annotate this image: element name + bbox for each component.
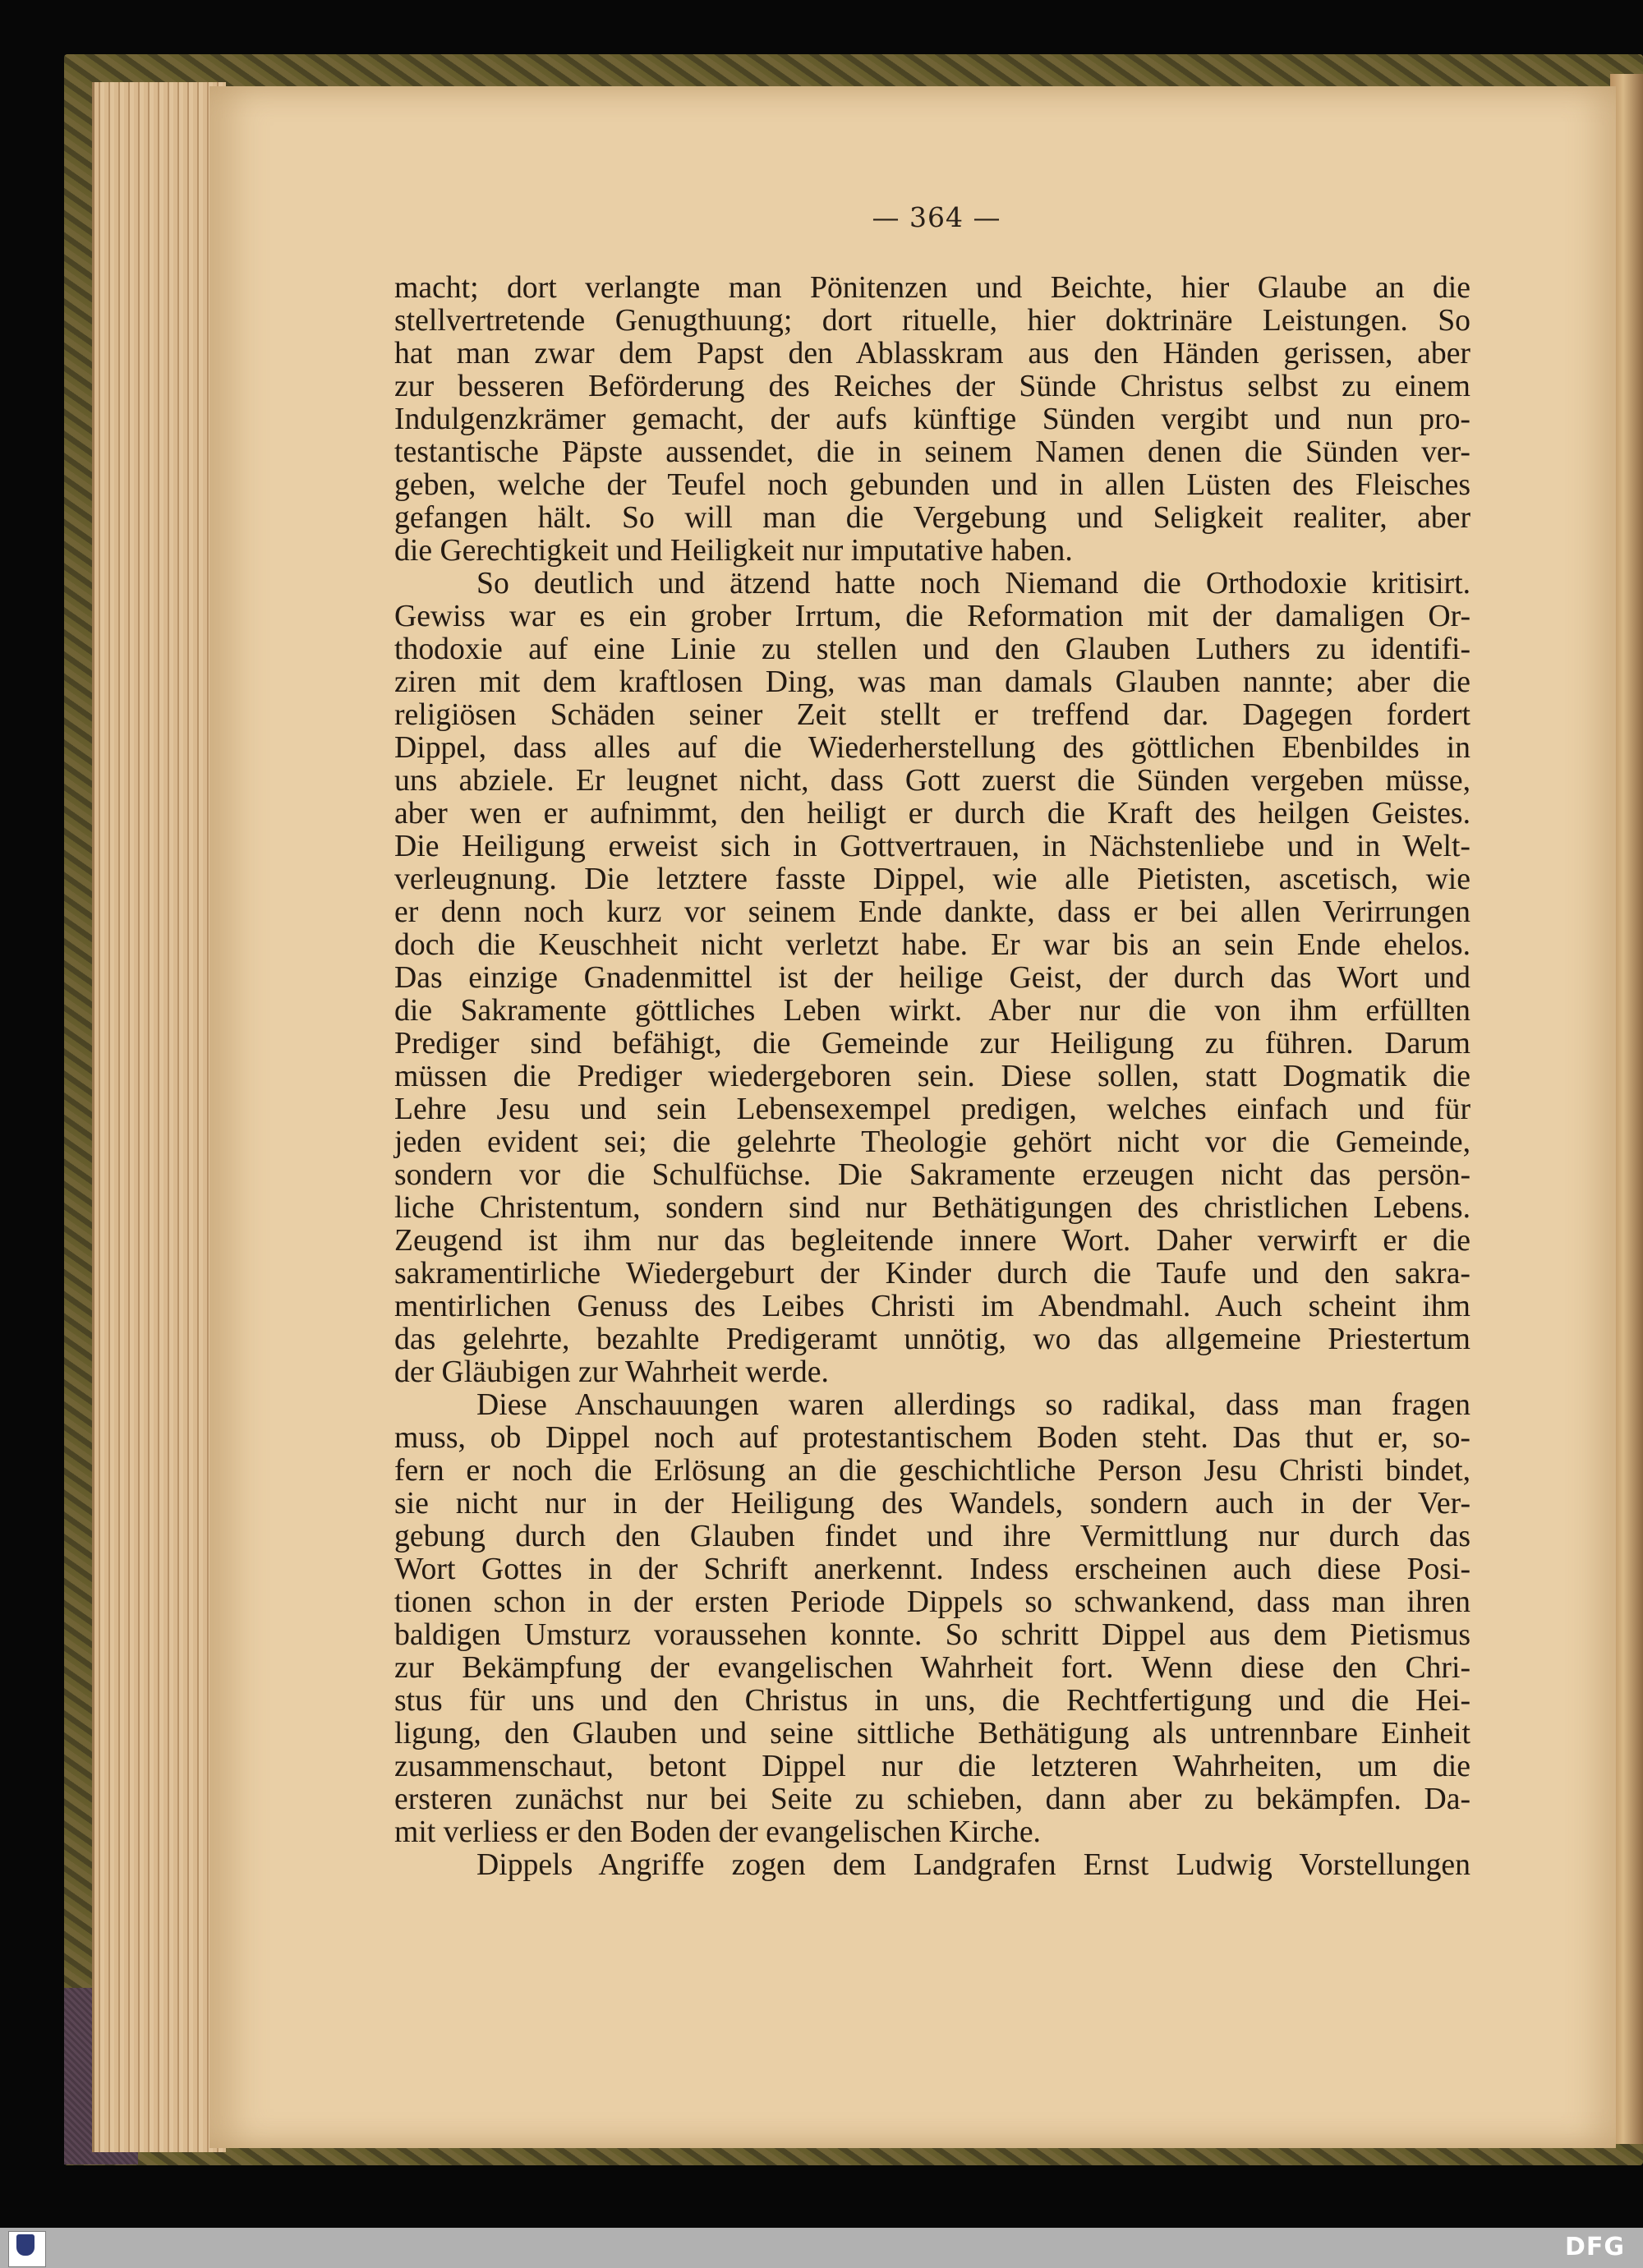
text-line: Die Heiligung erweist sich in Gottvertrauen, in Nächstenliebe und in Welt- xyxy=(394,829,1470,863)
text-line: sakramentirliche Wiedergeburt der Kinder durch die Taufe und den sakra- xyxy=(394,1256,1470,1290)
page-number: — 364 — xyxy=(872,201,1001,233)
dfg-logo: DFG xyxy=(1565,2233,1626,2261)
text-line: zur besseren Beförderung des Reiches der Sünde Christus selbst zu einem xyxy=(394,369,1470,403)
text-line: Prediger sind befähigt, die Gemeinde zur Heiligung zu führen. Darum xyxy=(394,1026,1470,1060)
text-line: ersteren zunächst nur bei Seite zu schieben, dann aber zu bekämpfen. Da- xyxy=(394,1782,1470,1816)
text-line: das gelehrte, bezahlte Predigeramt unnötig, wo das allgemeine Priestertum xyxy=(394,1322,1470,1356)
text-line: zur Bekämpfung der evangelischen Wahrheit fort. Wenn diese den Chri- xyxy=(394,1650,1470,1685)
page-stack-edge xyxy=(92,82,226,2152)
text-line: die Gerechtigkeit und Heiligkeit nur imputative haben. xyxy=(394,533,1073,568)
text-line: die Sakramente göttliches Leben wirkt. Aber nur die von ihm erfüllten xyxy=(394,993,1470,1028)
text-line: mit verliess er den Boden der evangelischen Kirche. xyxy=(394,1815,1041,1849)
text-line: jeden evident sei; die gelehrte Theologie gehört nicht vor die Gemeinde, xyxy=(394,1125,1470,1159)
text-line: macht; dort verlangte man Pönitenzen und Beichte, hier Glaube an die xyxy=(394,270,1470,305)
text-line: fern er noch die Erlösung an die geschichtliche Person Jesu Christi bindet, xyxy=(394,1453,1470,1488)
text-line: zusammenschaut, betont Dippel nur die letzteren Wahrheiten, um die xyxy=(394,1749,1470,1783)
text-line: geben, welche der Teufel noch gebunden und in allen Lüsten des Fleisches xyxy=(394,467,1470,502)
text-line: stus für uns und den Christus in uns, die Rechtfertigung und die Hei- xyxy=(394,1683,1470,1718)
text-line: Wort Gottes in der Schrift anerkennt. Indess erscheinen auch diese Posi- xyxy=(394,1552,1470,1586)
text-line: gebung durch den Glauben findet und ihre Vermittlung nur durch das xyxy=(394,1519,1470,1553)
text-line: sie nicht nur in der Heiligung des Wandels, sondern auch in der Ver- xyxy=(394,1486,1470,1520)
viewer-footer-bar xyxy=(0,2228,1643,2268)
text-line: verleugnung. Die letztere fasste Dippel, wie alle Pietisten, ascetisch, wie xyxy=(394,862,1470,896)
text-line: sondern vor die Schulfüchse. Die Sakramente erzeugen nicht das persön- xyxy=(394,1157,1470,1192)
text-line: tionen schon in der ersten Periode Dippels so schwankend, dass man ihren xyxy=(394,1585,1470,1619)
text-line: er denn noch kurz vor seinem Ende dankte, dass er bei allen Verirrungen xyxy=(394,895,1470,929)
text-line: testantische Päpste aussendet, die in seinem Namen denen die Sünden ver- xyxy=(394,435,1470,469)
body-text xyxy=(394,271,1470,1881)
text-line: der Gläubigen zur Wahrheit werde. xyxy=(394,1355,829,1389)
text-line: mentirlichen Genuss des Leibes Christi im Abendmahl. Auch scheint ihm xyxy=(394,1289,1470,1323)
text-line: muss, ob Dippel noch auf protestantischem Boden steht. Das thut er, so- xyxy=(394,1420,1470,1455)
text-line: liche Christentum, sondern sind nur Bethätigungen des christlichen Lebens. xyxy=(394,1190,1470,1225)
text-line: stellvertretende Genugthuung; dort rituelle, hier doktrinäre Leistungen. So xyxy=(394,303,1470,338)
text-line: aber wen er aufnimmt, den heiligt er durch die Kraft des heilgen Geistes. xyxy=(394,796,1470,830)
text-line: hat man zwar dem Papst den Ablasskram aus den Händen gerissen, aber xyxy=(394,336,1470,370)
paragraph-start-line: So deutlich und ätzend hatte noch Niemand die Orthodoxie kritisirt. xyxy=(476,566,1470,600)
library-crest-icon xyxy=(16,2234,35,2256)
text-line: uns abziele. Er leugnet nicht, dass Gott zuerst die Sünden vergeben müsse, xyxy=(394,763,1470,798)
paragraph-start-line: Diese Anschauungen waren allerdings so radikal, dass man fragen xyxy=(476,1387,1470,1422)
text-line: gefangen hält. So will man die Vergebung und Seligkeit realiter, aber xyxy=(394,500,1470,535)
text-line: Das einzige Gnadenmittel ist der heilige Geist, der durch das Wort und xyxy=(394,960,1470,995)
text-line: Lehre Jesu und sein Lebensexempel predigen, welches einfach und für xyxy=(394,1092,1470,1126)
text-line: Gewiss war es ein grober Irrtum, die Reformation mit der damaligen Or- xyxy=(394,599,1470,633)
text-line: Zeugend ist ihm nur das begleitende innere Wort. Daher verwirft er die xyxy=(394,1223,1470,1258)
text-line: ligung, den Glauben und seine sittliche Bethätigung als untrennbare Einheit xyxy=(394,1716,1470,1750)
paragraph-start-line: Dippels Angriffe zogen dem Landgrafen Ernst Ludwig Vorstellungen xyxy=(476,1847,1470,1882)
text-line: Dippel, dass alles auf die Wiederherstellung des göttlichen Ebenbildes in xyxy=(394,730,1470,765)
text-line: doch die Keuschheit nicht verletzt habe. Er war bis an sein Ende ehelos. xyxy=(394,927,1470,962)
text-line: ziren mit dem kraftlosen Ding, was man damals Glauben nannte; aber die xyxy=(394,665,1470,699)
text-line: müssen die Prediger wiedergeboren sein. Diese sollen, statt Dogmatik die xyxy=(394,1059,1470,1093)
text-line: religiösen Schäden seiner Zeit stellt er treffend dar. Dagegen fordert xyxy=(394,697,1470,732)
text-line: Indulgenzkrämer gemacht, der aufs künftige Sünden vergibt und nun pro- xyxy=(394,402,1470,436)
text-line: thodoxie auf eine Linie zu stellen und den Glauben Luthers zu identifi- xyxy=(394,632,1470,666)
text-line: baldigen Umsturz voraussehen konnte. So schritt Dippel aus dem Pietismus xyxy=(394,1617,1470,1652)
